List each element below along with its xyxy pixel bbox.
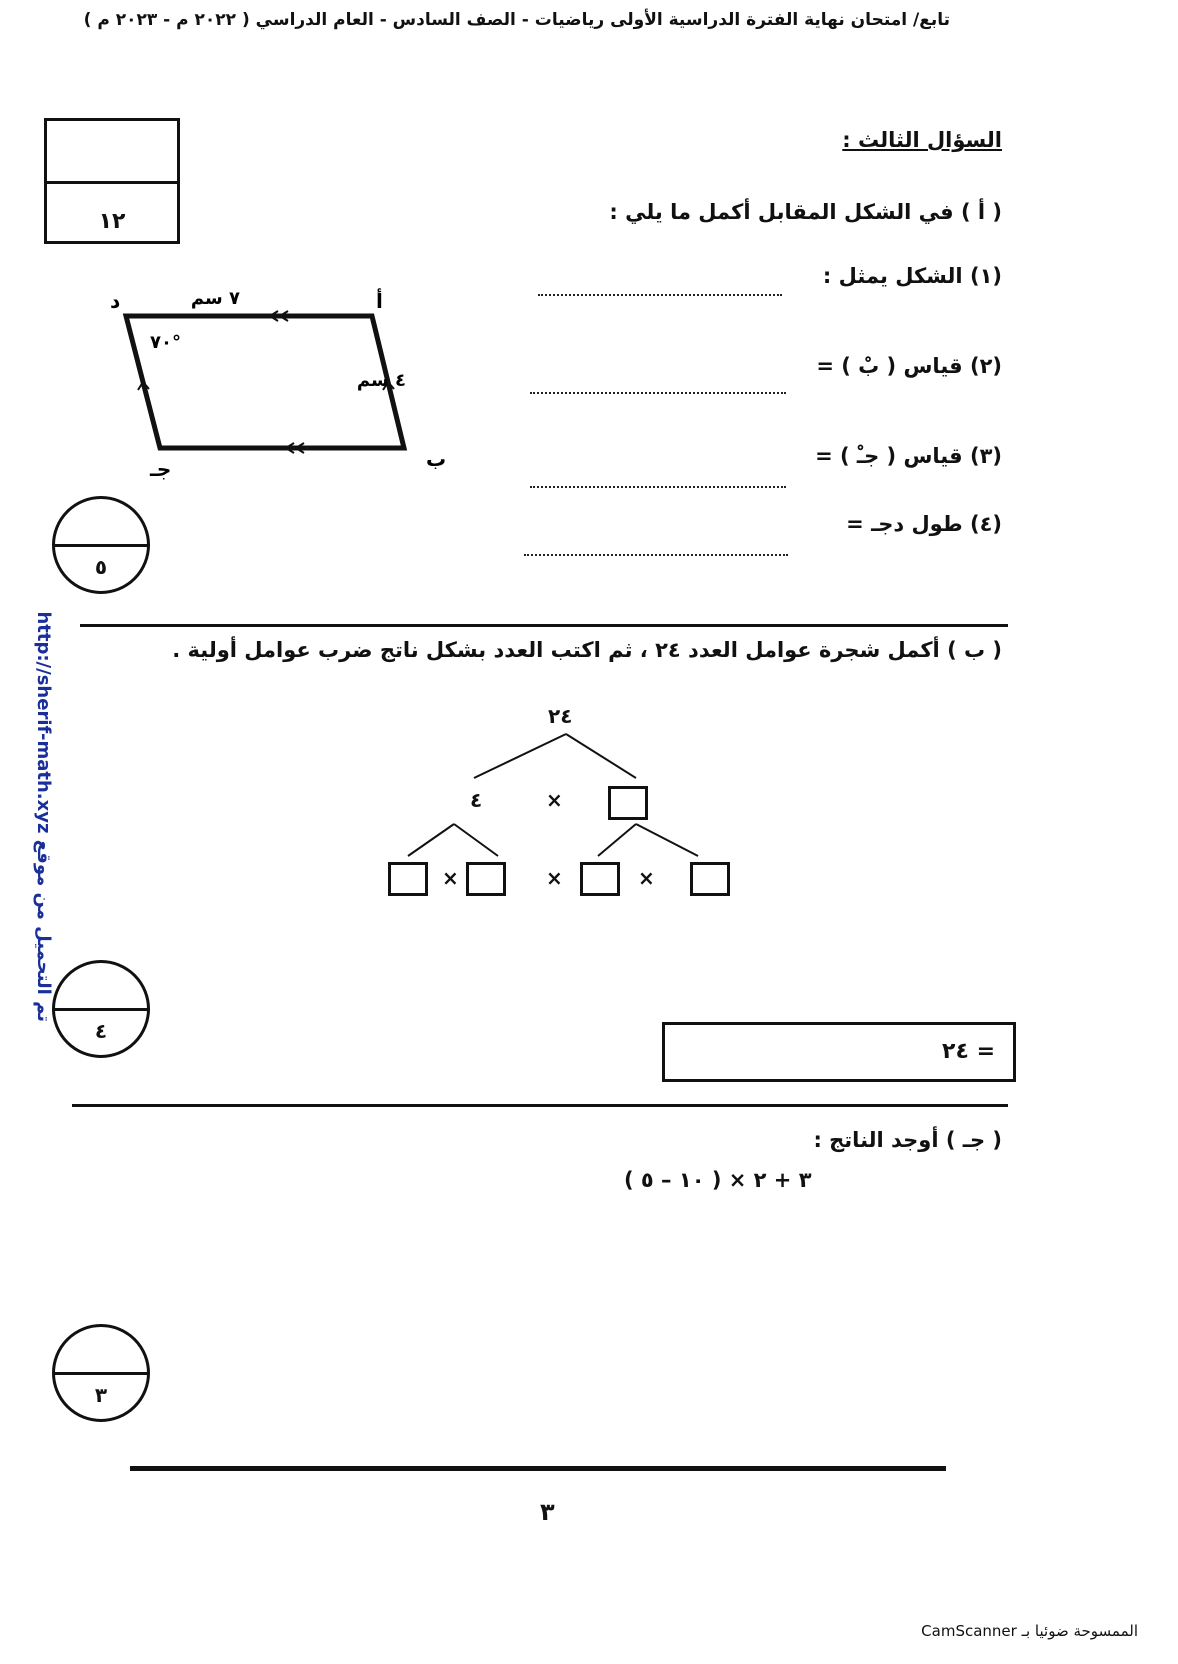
vertex-d: د (110, 289, 121, 313)
exam-header: تابع/ امتحان نهاية الفترة الدراسية الأولى رياضيات - الصف السادس - العام الدراسي ( ٢٠٢٢ م - ٢٠٢٣ م ) (83, 10, 950, 30)
circle-divider (55, 544, 147, 547)
vertex-a: أ (376, 289, 383, 313)
answer-line-3[interactable] (530, 486, 786, 488)
part-b-instruction: ( ب ) أكمل شجرة عوامل العدد ٢٤ ، ثم اكتب العدد بشكل ناتج ضرب عوامل أولية . (172, 638, 1002, 662)
factor-box[interactable] (388, 862, 428, 896)
part-c-score-circle (52, 1324, 150, 1422)
total-score: ١٢ (98, 209, 126, 234)
part-c-score: ٣ (94, 1383, 108, 1407)
item-text: الشكل يمثل : (822, 264, 963, 288)
item-number: (١) (969, 264, 1002, 288)
vertex-b: ب (426, 447, 447, 471)
part-b-score: ٤ (94, 1019, 108, 1043)
scanner-footer: الممسوحة ضوئيا بـ CamScanner (921, 1622, 1138, 1640)
part-a-item-2 (816, 354, 1002, 378)
answer-prefix: ٢٤ = (942, 1039, 995, 1064)
separator-2 (72, 1104, 1008, 1107)
item-text: قياس ( بْ ) = (816, 354, 963, 378)
circle-divider (55, 1372, 147, 1375)
part-a-item-4 (846, 512, 1002, 536)
factor-box[interactable] (690, 862, 730, 896)
total-score-box (44, 118, 180, 244)
part-a-item-1 (823, 264, 1002, 288)
part-c-instruction: ( جـ ) أوجد الناتج : (813, 1128, 1002, 1152)
bottom-rule (130, 1466, 946, 1471)
answer-line-1[interactable] (538, 294, 782, 296)
factor-box[interactable] (466, 862, 506, 896)
part-a-text: في الشكل المقابل أكمل ما يلي : (609, 200, 954, 224)
score-divider (47, 181, 177, 184)
factor-box[interactable] (580, 862, 620, 896)
side-top-length: ٧ سم (190, 288, 240, 309)
side-watermark: تم التحميل من موقع http://sherif-math.xyz (33, 611, 54, 1022)
page-number: ٣ (540, 1498, 555, 1526)
factor-box[interactable] (608, 786, 648, 820)
part-b-score-circle (52, 960, 150, 1058)
branch-right (598, 824, 698, 856)
circle-divider (55, 1008, 147, 1011)
separator-1 (80, 624, 1008, 627)
angle-d: ٧٠° (150, 332, 181, 353)
answer-line-2[interactable] (530, 392, 786, 394)
item-text: طول دجـ = (846, 512, 963, 536)
part-a-label: ( أ ) (960, 200, 1002, 224)
vertex-j: جـ (150, 457, 172, 480)
side-right-length: ٤ سم (356, 370, 406, 391)
part-a-item-3 (815, 444, 1002, 468)
item-text: قياس ( جـْ ) = (815, 444, 963, 468)
times-sign: × (638, 866, 655, 890)
prime-factorization-answer-box[interactable] (662, 1022, 1016, 1082)
part-a-score-circle (52, 496, 150, 594)
part-a-score: ٥ (94, 555, 108, 579)
question-title: السؤال الثالث : (842, 128, 1002, 152)
parallelogram-figure (100, 270, 460, 480)
item-number: (٢) (969, 354, 1002, 378)
factor-tree-branches (380, 730, 750, 880)
answer-line-4[interactable] (524, 554, 788, 556)
known-factor: ٤ (470, 788, 483, 812)
tree-root: ٢٤ (548, 704, 573, 728)
item-number: (٣) (969, 444, 1002, 468)
branch-left (408, 824, 498, 856)
branch-root (474, 734, 636, 778)
times-sign: × (546, 866, 563, 890)
part-c-expression: ( ١٠ – ٥ ) × ٣ + ٢ (624, 1168, 812, 1192)
part-a-instruction (609, 200, 1002, 224)
times-sign: × (546, 788, 563, 812)
times-sign: × (442, 866, 459, 890)
item-number: (٤) (969, 512, 1002, 536)
